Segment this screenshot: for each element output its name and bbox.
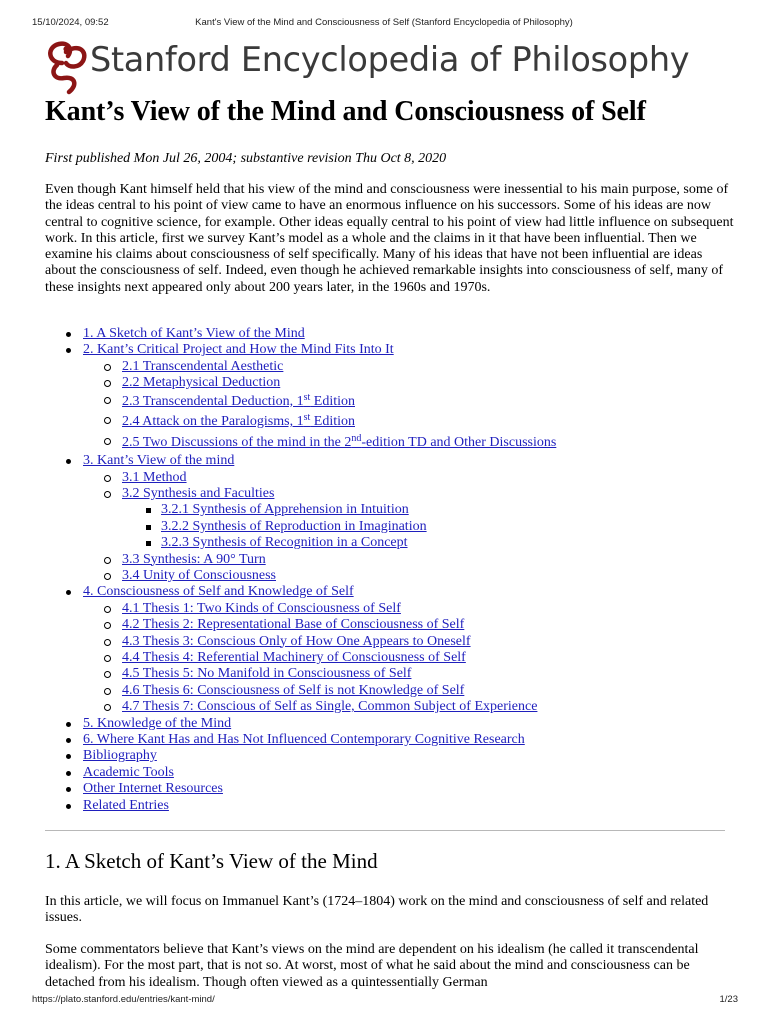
- toc-link-s4-1[interactable]: 4.1 Thesis 1: Two Kinds of Consciousness of Self: [122, 600, 401, 616]
- toc-item: [45, 765, 745, 781]
- toc-link-s1[interactable]: 1. A Sketch of Kant’s View of the Mind: [83, 326, 305, 341]
- toc-link-s2-3[interactable]: [122, 391, 355, 409]
- toc-subitem: [83, 617, 745, 633]
- toc-link-s3-4[interactable]: 3.4 Unity of Consciousness: [122, 567, 276, 583]
- toc-text: 2.4 Attack on the Paralogisms, 1: [122, 414, 304, 430]
- toc-item: [45, 584, 745, 715]
- toc-link-other-resources[interactable]: Other Internet Resources: [83, 781, 223, 797]
- toc-subitem: [83, 412, 745, 433]
- print-footer: [0, 994, 768, 1006]
- toc-link-academic-tools[interactable]: Academic Tools: [83, 764, 174, 780]
- print-page-title: Kant's View of the Mind and Consciousness of Self (Stanford Encyclopedia of Philosophy): [195, 17, 573, 28]
- toc-text: -edition TD and Other Discussions: [361, 434, 557, 450]
- toc-subitem: [83, 568, 745, 584]
- toc-subitem: [83, 433, 745, 454]
- toc-subitem: [83, 683, 745, 699]
- toc-subitem: [83, 470, 745, 486]
- section-divider: [45, 830, 725, 831]
- toc-link-s2-4[interactable]: [122, 414, 355, 429]
- toc-sup: nd: [351, 432, 362, 444]
- toc-subitem: [83, 601, 745, 617]
- preamble: Even though Kant himself held that his view of the mind and consciousness were inessential to his main purpose, some of the ideas central to his point of view came to have an enormous influence on his successors. Some of his ideas are now central to cognitive science, for example. Other ideas equally central to his point of view had little influence on subsequent work. In this article, first we survey Kant’s model as a whole and the claims in it that have been influential. Then we examine his claims about consciousness of self specifically. Many of his ideas that have not been influential are ideas about the consciousness of self. Indeed, even though he achieved remarkable insights into consciousness of self, many of these insights next appeared only about 200 years later, in the 1960s and 1970s.: [45, 182, 734, 295]
- toc-link-s5[interactable]: 5. Knowledge of the Mind: [83, 715, 232, 731]
- toc-subsubitem: [122, 519, 745, 535]
- toc-text: Edition: [310, 393, 355, 409]
- publication-info: First published Mon Jul 26, 2004; substantive revision Thu Oct 8, 2020: [45, 151, 447, 166]
- print-url: https://plato.stanford.edu/entries/kant-mind/: [32, 994, 215, 1005]
- toc-subitem: [83, 552, 745, 568]
- toc-link-s4-5[interactable]: 4.5 Thesis 5: No Manifold in Consciousness of Self: [122, 666, 412, 682]
- toc-text: 2.3 Transcendental Deduction, 1: [122, 393, 304, 409]
- toc-subitem: [83, 650, 745, 666]
- toc-subitem: [83, 699, 745, 715]
- toc-link-s2-2[interactable]: 2.2 Metaphysical Deduction: [122, 375, 281, 391]
- toc-subitem: [83, 392, 745, 413]
- toc-link-s6[interactable]: 6. Where Kant Has and Has Not Influenced Contemporary Cognitive Research: [83, 732, 525, 748]
- toc-subitem: [83, 359, 745, 375]
- toc-link-s3-2-2[interactable]: 3.2.2 Synthesis of Reproduction in Imagination: [161, 518, 427, 534]
- toc-link-s3[interactable]: 3. Kant’s View of the mind: [83, 453, 235, 469]
- toc-link-s4[interactable]: 4. Consciousness of Self and Knowledge of Self: [83, 584, 354, 600]
- toc-link-s4-2[interactable]: 4.2 Thesis 2: Representational Base of Consciousness of Self: [122, 617, 465, 633]
- toc-item: [45, 342, 745, 453]
- toc-item: [45, 732, 745, 748]
- toc-item: [45, 453, 745, 584]
- print-header: [0, 17, 768, 29]
- toc-link-s4-7[interactable]: 4.7 Thesis 7: Conscious of Self as Single, Common Subject of Experience: [122, 699, 538, 715]
- toc-link-s3-1[interactable]: 3.1 Method: [122, 469, 187, 485]
- toc-link-s3-2-1[interactable]: 3.2.1 Synthesis of Apprehension in Intuition: [161, 502, 409, 518]
- toc-link-s3-3[interactable]: 3.3 Synthesis: A 90° Turn: [122, 551, 266, 567]
- section-heading: 1. A Sketch of Kant’s View of the Mind: [45, 849, 378, 873]
- body-paragraph: In this article, we will focus on Immanuel Kant’s (1724–1804) work on the mind and consciousness of self and related issues.: [45, 894, 709, 926]
- toc-link-s4-6[interactable]: 4.6 Thesis 6: Consciousness of Self is not Knowledge of Self: [122, 682, 465, 698]
- toc-link-s2[interactable]: 2. Kant’s Critical Project and How the Mind Fits Into It: [83, 342, 394, 358]
- toc-item: [45, 781, 745, 797]
- toc-link-s2-5[interactable]: [122, 432, 557, 450]
- toc-text: Edition: [310, 414, 355, 430]
- toc-subitem: [83, 634, 745, 650]
- toc-subsubitem: [122, 535, 745, 551]
- sep-logo-icon[interactable]: [42, 37, 92, 97]
- site-name[interactable]: Stanford Encyclopedia of Philosophy: [90, 40, 690, 79]
- toc-item: [45, 716, 745, 732]
- toc-subitem: [83, 375, 745, 391]
- article-title: Kant’s View of the Mind and Consciousness of Self: [45, 96, 646, 127]
- toc-item: [45, 326, 745, 342]
- toc-item: [45, 798, 745, 814]
- print-datetime: 15/10/2024, 09:52: [32, 17, 109, 28]
- toc-link-related-entries[interactable]: Related Entries: [83, 797, 169, 813]
- toc-link-s4-4[interactable]: 4.4 Thesis 4: Referential Machinery of Consciousness of Self: [122, 650, 466, 665]
- toc-link-s3-2[interactable]: 3.2 Synthesis and Faculties: [122, 485, 275, 501]
- toc-sup: st: [303, 391, 311, 403]
- toc-text: 2.5 Two Discussions of the mind in the 2: [122, 434, 352, 450]
- toc-subsubitem: [122, 502, 745, 518]
- table-of-contents: [45, 326, 745, 814]
- toc-link-bibliography[interactable]: Bibliography: [83, 748, 157, 764]
- toc-link-s4-3[interactable]: 4.3 Thesis 3: Conscious Only of How One Appears to Oneself: [122, 633, 471, 649]
- toc-link-s2-1[interactable]: 2.1 Transcendental Aesthetic: [122, 358, 284, 374]
- print-page-number: 1/23: [719, 994, 738, 1005]
- toc-item: [45, 748, 745, 764]
- toc-subitem: [83, 666, 745, 682]
- toc-sup: st: [303, 412, 311, 424]
- toc-subitem: [83, 486, 745, 552]
- toc-link-s3-2-3[interactable]: 3.2.3 Synthesis of Recognition in a Concept: [161, 535, 408, 551]
- body-paragraph: Some commentators believe that Kant’s views on the mind are dependent on his idealism (he called it transcendental idealism). For the most part, that is not so. At worst, most of what he said about the mind and consciousness can be detached from his idealism. Though often viewed as a quintessentially German: [45, 942, 699, 990]
